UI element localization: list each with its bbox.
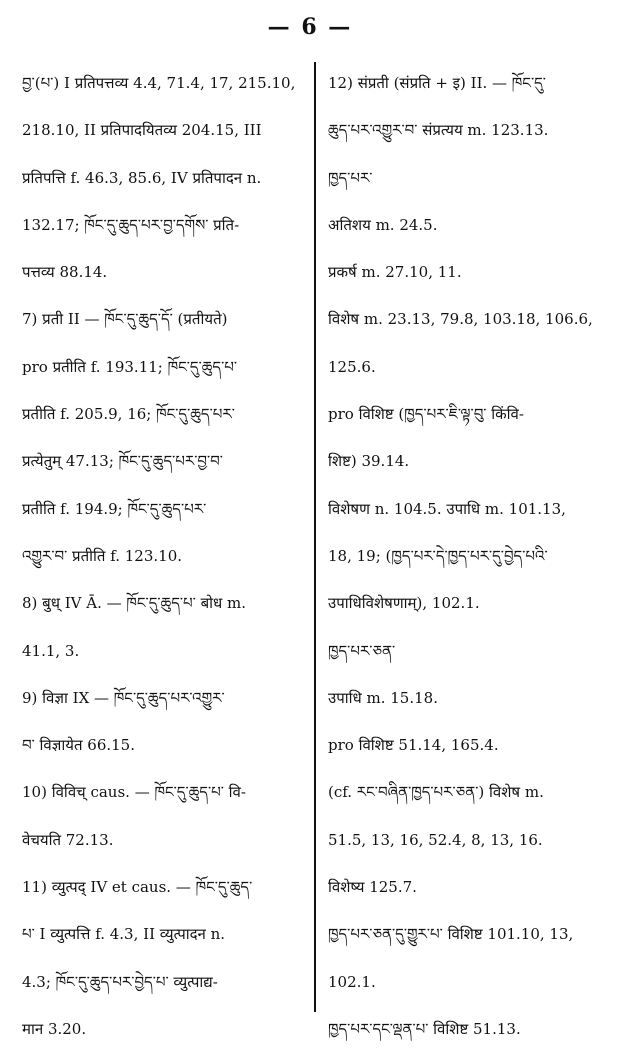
entry-line	[22, 401, 306, 448]
entry-line	[22, 779, 306, 826]
entry-line	[328, 496, 614, 543]
entry-line	[328, 401, 614, 448]
entry-text: 51.5, 13, 16, 52.4, 8, 13, 16.	[328, 830, 543, 849]
entry-text: उपाधि m. 15.18.	[328, 688, 438, 707]
entry-line	[328, 874, 614, 921]
entry-line	[328, 117, 614, 164]
entry-text: मान 3.20.	[22, 1019, 87, 1038]
entry-text: ཁྱད་པར་ཅན་དུ་གྱུར་པ་ विशिष्ट 101.10, 13,	[328, 925, 574, 944]
entry-text: pro विशिष्ट (ཁྱད་པར་ཇི་ལྟ་བུ་ किंवि-	[328, 405, 524, 424]
entry-line	[22, 306, 306, 353]
entry-line	[22, 165, 306, 212]
entry-line	[22, 543, 306, 590]
entry-line	[22, 259, 306, 306]
entry-text: བ་ विज्ञायेत 66.15.	[22, 736, 135, 755]
entry-text: 12) संप्रती (संप्रति + इ) II. — ཁོང་དུ་	[328, 74, 546, 92]
entry-text: 10) विविच् caus. — ཁོང་དུ་ཆུད་པ་ वि-	[22, 783, 246, 802]
entry-text: प्रतीति f. 205.9, 16; ཁོང་དུ་ཆུད་པར་	[22, 405, 235, 424]
entry-line	[328, 354, 614, 401]
entry-line	[328, 827, 614, 874]
entry-line	[328, 70, 614, 117]
entry-line	[22, 827, 306, 874]
entry-text: པ་ I व्युत्पत्ति f. 4.3, II व्युत्पादन n.	[22, 925, 226, 944]
entry-text: प्रतीति f. 194.9; ཁོང་དུ་ཆུད་པར་	[22, 499, 207, 518]
entry-line	[328, 779, 614, 826]
entry-line	[22, 921, 306, 968]
entry-line	[22, 685, 306, 732]
entry-text: 9) विज्ञा IX — ཁོང་དུ་ཆུད་པར་འགྱུར་	[22, 688, 225, 707]
page-number: — 6 —	[267, 14, 353, 40]
entry-text: 18, 19; (ཁྱད་པར་དེ་ཁྱད་པར་དུ་བྱེད་པའི་	[328, 546, 548, 565]
entry-line	[328, 638, 614, 685]
entry-line	[328, 732, 614, 779]
entry-text: 11) व्युत्पद् IV et caus. — ཁོང་དུ་ཆུད་	[22, 878, 253, 897]
column-divider	[314, 62, 316, 1012]
entry-text: ཁྱད་པར་ཅན་	[328, 641, 396, 660]
entry-text: विशेष m. 23.13, 79.8, 103.18, 106.6,	[328, 310, 593, 329]
entry-text: 102.1.	[328, 972, 376, 991]
entry-line	[22, 117, 306, 164]
left-column	[22, 70, 306, 1063]
entry-text: 7) प्रती II — ཁོང་དུ་ཆུད་དོ་ (प्रतीयते)	[22, 310, 228, 329]
right-column	[328, 70, 614, 1063]
entry-line	[22, 212, 306, 259]
entry-line	[328, 590, 614, 637]
entry-line	[22, 638, 306, 685]
entry-line	[22, 874, 306, 921]
entry-line	[328, 685, 614, 732]
entry-line	[328, 921, 614, 968]
entry-text: प्रकर्ष m. 27.10, 11.	[328, 263, 462, 282]
entry-text: ཆུད་པར་འགྱུར་བ་ संप्रत्यय m. 123.13.	[328, 121, 549, 140]
entry-text: प्रतिपत्ति f. 46.3, 85.6, IV प्रतिपादन n.	[22, 168, 262, 187]
entry-line	[22, 70, 306, 117]
entry-text: 8) बुध् IV Ā. — ཁོང་དུ་ཆུད་པ་ बोध m.	[22, 594, 247, 613]
entry-text: अतिशय m. 24.5.	[328, 215, 438, 234]
entry-line	[328, 969, 614, 1016]
entry-text: 218.10, II प्रतिपादयितव्य 204.15, III	[22, 121, 262, 140]
entry-text: pro विशिष्ट 51.14, 165.4.	[328, 736, 499, 755]
entry-line	[328, 212, 614, 259]
entry-text: 41.1, 3.	[22, 641, 80, 660]
entry-line	[328, 306, 614, 353]
entry-text: བྱ་(པ་) I प्रतिपत्तव्य 4.4, 71.4, 17, 215.10,	[22, 74, 296, 92]
entry-text: ཁྱད་པར་	[328, 168, 373, 187]
entry-text: विशेष्य 125.7.	[328, 878, 417, 897]
entry-text: pro प्रतीति f. 193.11; ཁོང་དུ་ཆུད་པ་	[22, 357, 238, 376]
entry-line	[22, 732, 306, 779]
entry-text: 125.6.	[328, 357, 376, 376]
entry-line	[328, 1016, 614, 1063]
entry-line	[22, 590, 306, 637]
entry-text: 4.3; ཁོང་དུ་ཆུད་པར་བྱེད་པ་ व्युत्पाद्य-	[22, 972, 218, 991]
entry-text: पत्तव्य 88.14.	[22, 263, 108, 282]
entry-line	[328, 448, 614, 495]
entry-text: 132.17; ཁོང་དུ་ཆུད་པར་བྱ་དགོས་ प्रति-	[22, 215, 240, 234]
entry-line	[22, 969, 306, 1016]
entry-line	[328, 165, 614, 212]
entry-text: འགྱུར་བ་ प्रतीति f. 123.10.	[22, 546, 183, 565]
entry-text: (cf. རང་བཞིན་ཁྱད་པར་ཅན་) विशेष m.	[328, 783, 544, 802]
entry-text: शिष्ट) 39.14.	[328, 452, 410, 471]
entry-line	[328, 543, 614, 590]
entry-text: प्रत्येतुम् 47.13; ཁོང་དུ་ཆུད་པར་བྱ་བ་	[22, 452, 223, 471]
entry-text: वेचयति 72.13.	[22, 830, 114, 849]
entry-line	[328, 259, 614, 306]
entry-text: उपाधिविशेषणाम्), 102.1.	[328, 594, 480, 613]
entry-text: ཁྱད་པར་དང་ལྡན་པ་ विशिष्ट 51.13.	[328, 1019, 521, 1038]
entry-line	[22, 1016, 306, 1063]
entry-text: विशेषण n. 104.5. उपाधि m. 101.13,	[328, 499, 566, 518]
entry-line	[22, 496, 306, 543]
entry-line	[22, 448, 306, 495]
entry-line	[22, 354, 306, 401]
